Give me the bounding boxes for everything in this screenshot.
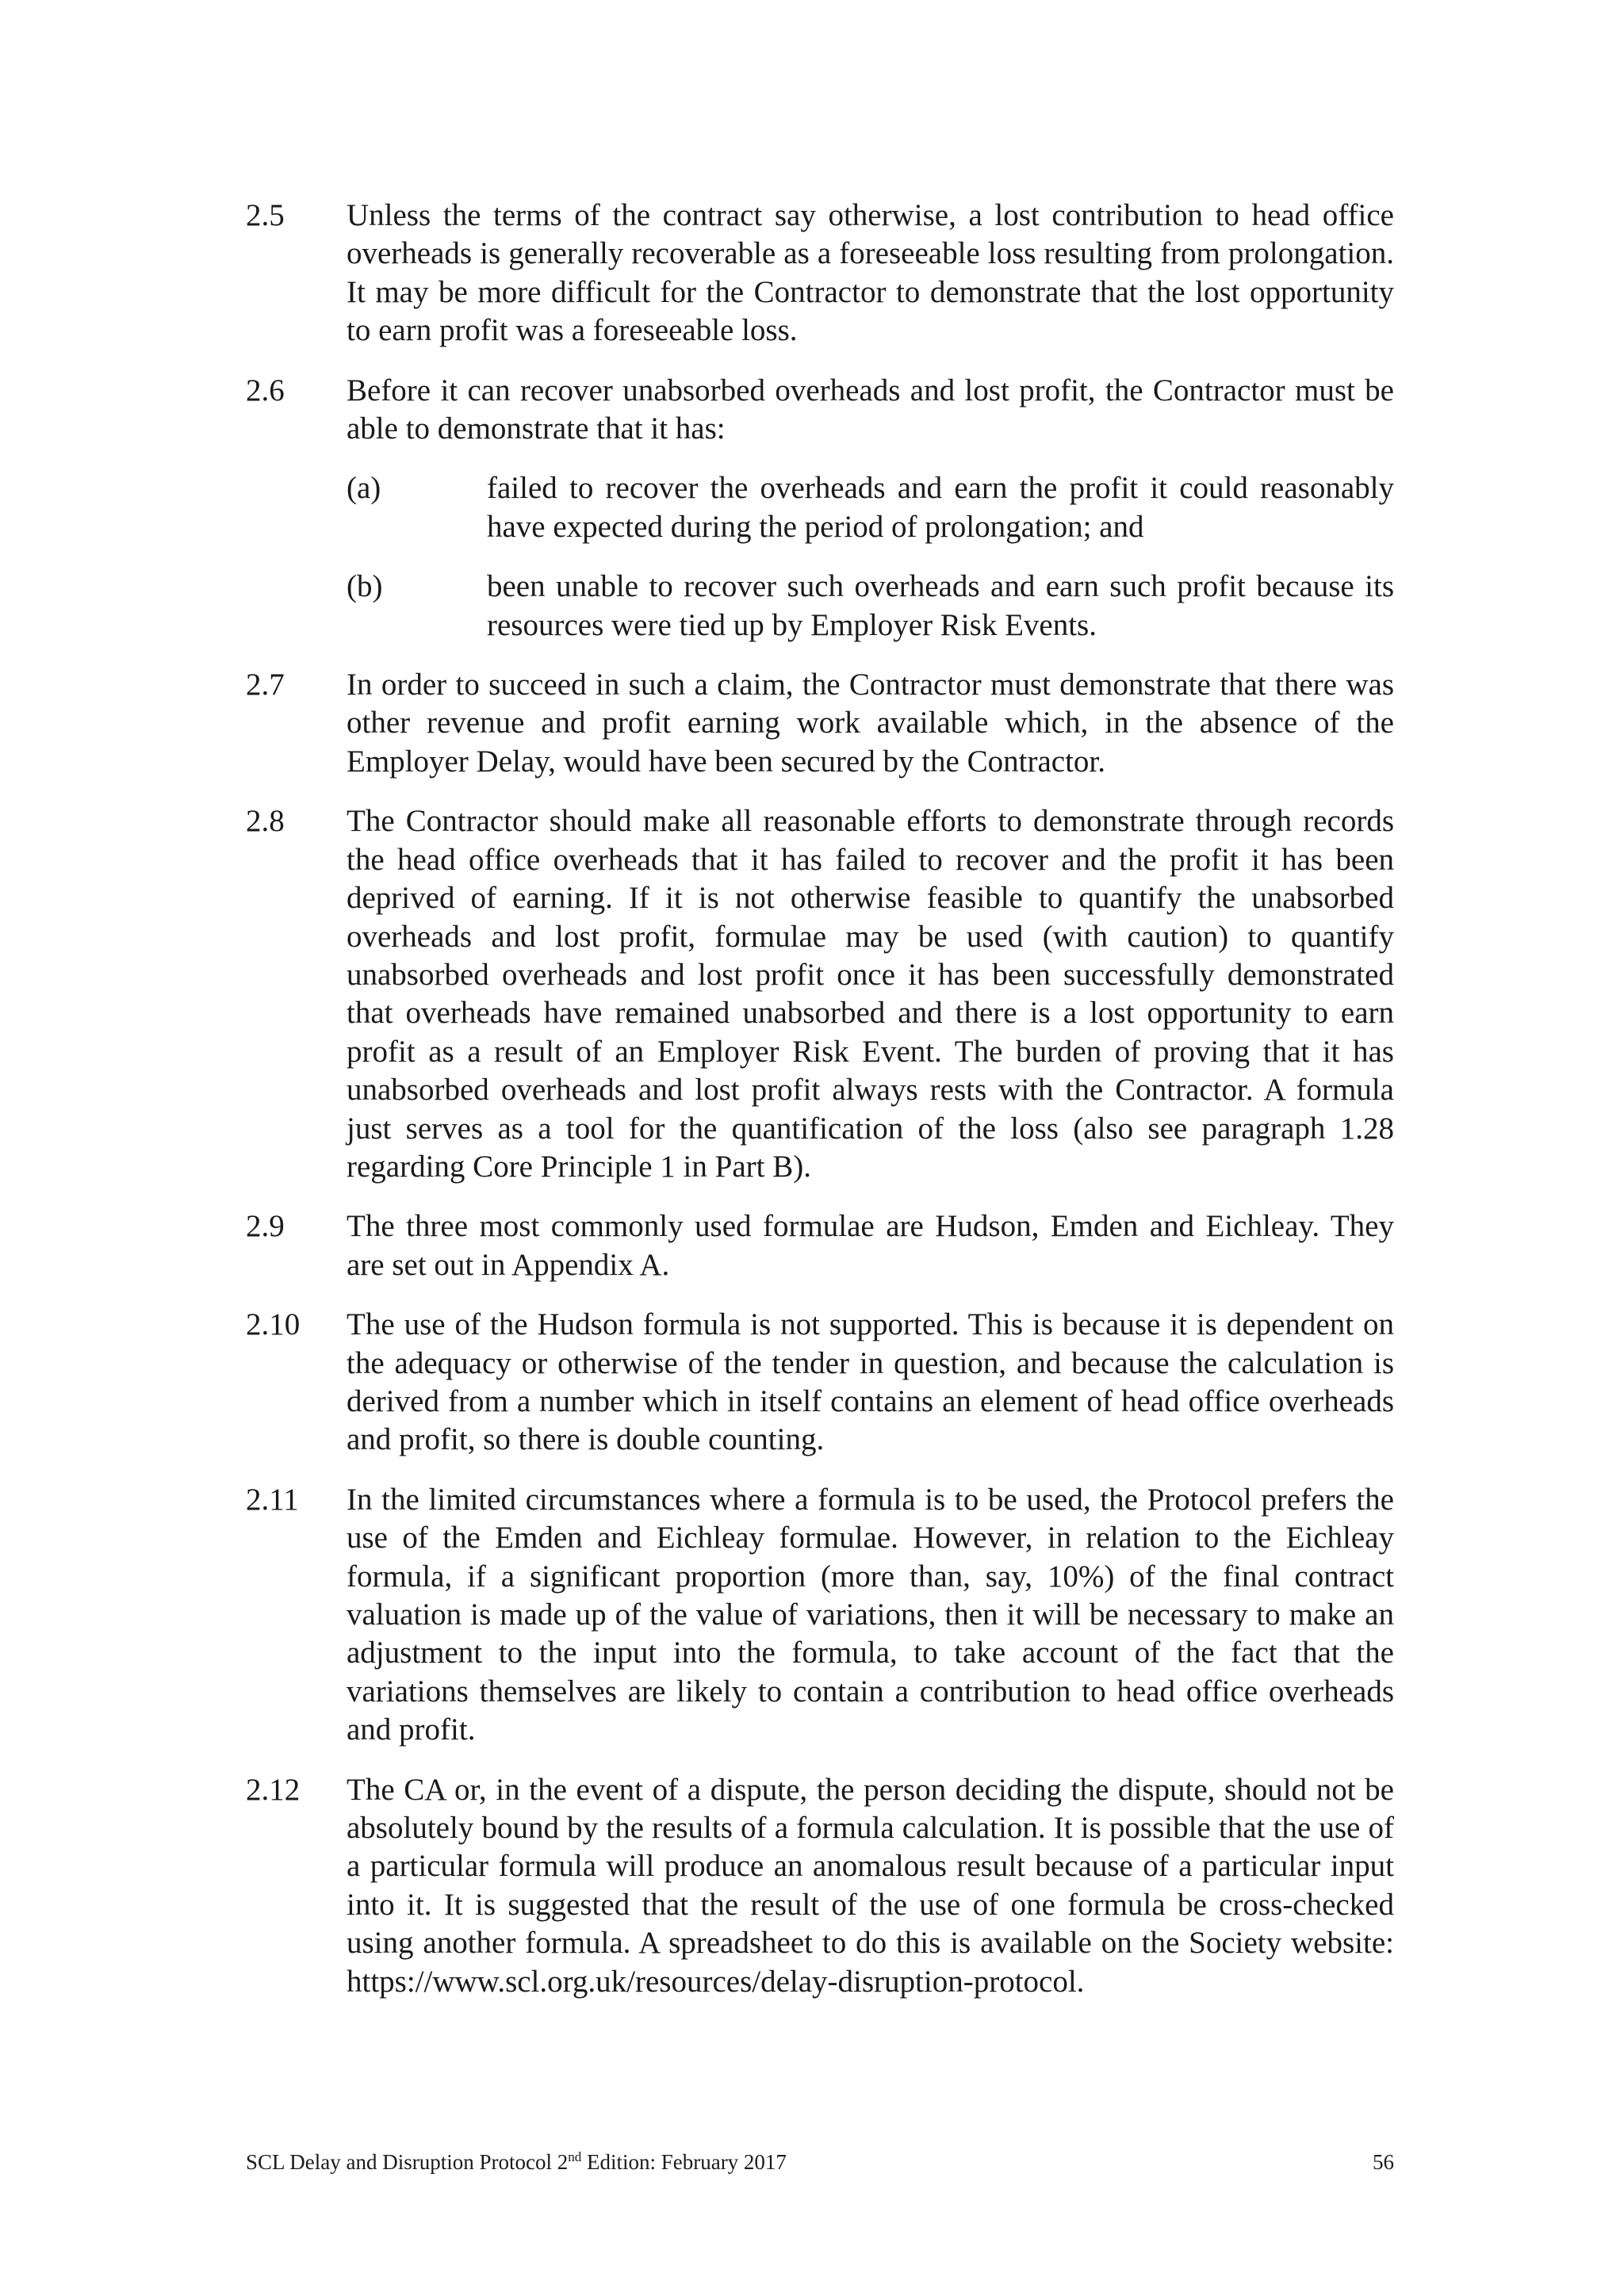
paragraph-number: 2.10 bbox=[246, 1307, 301, 1342]
paragraph-number: 2.7 bbox=[246, 668, 285, 702]
paragraph-text: The use of the Hudson formula is not supported. This is because it is dependent on the adequacy or otherwise of the tender in question, and because the calculation is derived from a number which in itself contains an element of head office overheads and profit, so there is double counting. bbox=[347, 1307, 1394, 1457]
paragraph-number: 2.9 bbox=[246, 1209, 285, 1244]
footer-title-edition: Edition: February 2017 bbox=[581, 2150, 787, 2174]
paragraph-text: The three most commonly used formulae are Hudson, Emden and Eichleay. They are set out in Appendix A. bbox=[347, 1209, 1394, 1282]
sub-item-a bbox=[246, 469, 1394, 546]
footer-title bbox=[246, 2149, 787, 2175]
paragraph-text: In order to succeed in such a claim, the Contractor must demonstrate that there was other revenue and profit earning work available which, in the absence of the Employer Delay, would have been secured by the Contractor. bbox=[347, 668, 1394, 779]
paragraph-number: 2.11 bbox=[246, 1482, 299, 1517]
paragraph-number: 2.8 bbox=[246, 804, 285, 839]
paragraph-text: Before it can recover unabsorbed overheads and lost profit, the Contractor must be able to demonstrate that it has: bbox=[347, 373, 1394, 446]
paragraph-text: The Contractor should make all reasonable efforts to demonstrate through records the head office overheads that it has failed to recover and the profit it has been deprived of earning. If it is not otherwise feasible to quantify the unabsorbed overheads and lost profit, formulae may be used (with caution) to quantify unabsorbed overheads and lost profit once it has been successfully demonstrated that overheads have remained unabsorbed and there is a lost opportunity to earn profit as a result of an Employer Risk Event. The burden of proving that it has unabsorbed overheads and lost profit always rests with the Contractor. A formula just serves as a tool for the quantification of the loss (also see paragraph 1.28 regarding Core Principle 1 in Part B). bbox=[347, 804, 1394, 1184]
page-number: 56 bbox=[1373, 2150, 1394, 2174]
sub-item-b bbox=[246, 568, 1394, 645]
paragraph-text: In the limited circumstances where a formula is to be used, the Protocol prefers the use of the Emden and Eichleay formulae. However, in relation to the Eichleay formula, if a significant proportion (more than, say, 10%) of the final contract valuation is made up of the value of variations, then it will be necessary to make an adjustment to the input into the formula, to take account of the fact that the variations themselves are likely to contain a contribution to head office overheads and profit. bbox=[347, 1482, 1394, 1747]
paragraph-2-12 bbox=[246, 1771, 1394, 2001]
paragraph-2-10 bbox=[246, 1306, 1394, 1460]
paragraph-2-9 bbox=[246, 1207, 1394, 1284]
sub-item-label: (a) bbox=[347, 471, 381, 506]
paragraph-2-5 bbox=[246, 197, 1394, 350]
footer-title-superscript: nd bbox=[568, 2149, 582, 2164]
paragraph-text: Unless the terms of the contract say otherwise, a lost contribution to head office overheads is generally recoverable as a foreseeable loss resulting from prolongation. It may be more difficult for the Contractor to demonstrate that the lost opportunity to earn profit was a foreseeable loss. bbox=[347, 198, 1394, 348]
paragraph-2-11 bbox=[246, 1481, 1394, 1750]
paragraph-text: The CA or, in the event of a dispute, the person deciding the dispute, should not be absolutely bound by the results of a formula calculation. It is possible that the use of a particular formula will produce an anomalous result because of a particular input into it. It is suggested that the result of the use of one formula be cross-checked using another formula. A spreadsheet to do this is available on the Society website: https://www.scl.org.uk/resources/delay-disruption-protocol. bbox=[347, 1772, 1394, 1999]
footer-title-text: SCL Delay and Disruption Protocol 2 bbox=[246, 2150, 569, 2174]
sub-item-label: (b) bbox=[347, 569, 383, 604]
paragraph-2-7 bbox=[246, 666, 1394, 781]
paragraph-number: 2.6 bbox=[246, 373, 285, 408]
paragraph-number: 2.5 bbox=[246, 198, 285, 232]
sub-item-text: been unable to recover such overheads and earn such profit because its resources were tied up by Employer Risk Events. bbox=[487, 569, 1394, 642]
paragraph-2-6 bbox=[246, 372, 1394, 449]
sub-item-text: failed to recover the overheads and earn the profit it could reasonably have expected during the period of prolongation; and bbox=[487, 471, 1394, 544]
paragraph-number: 2.12 bbox=[246, 1772, 301, 1807]
body-text bbox=[246, 197, 1394, 2022]
paragraph-2-8 bbox=[246, 802, 1394, 1186]
